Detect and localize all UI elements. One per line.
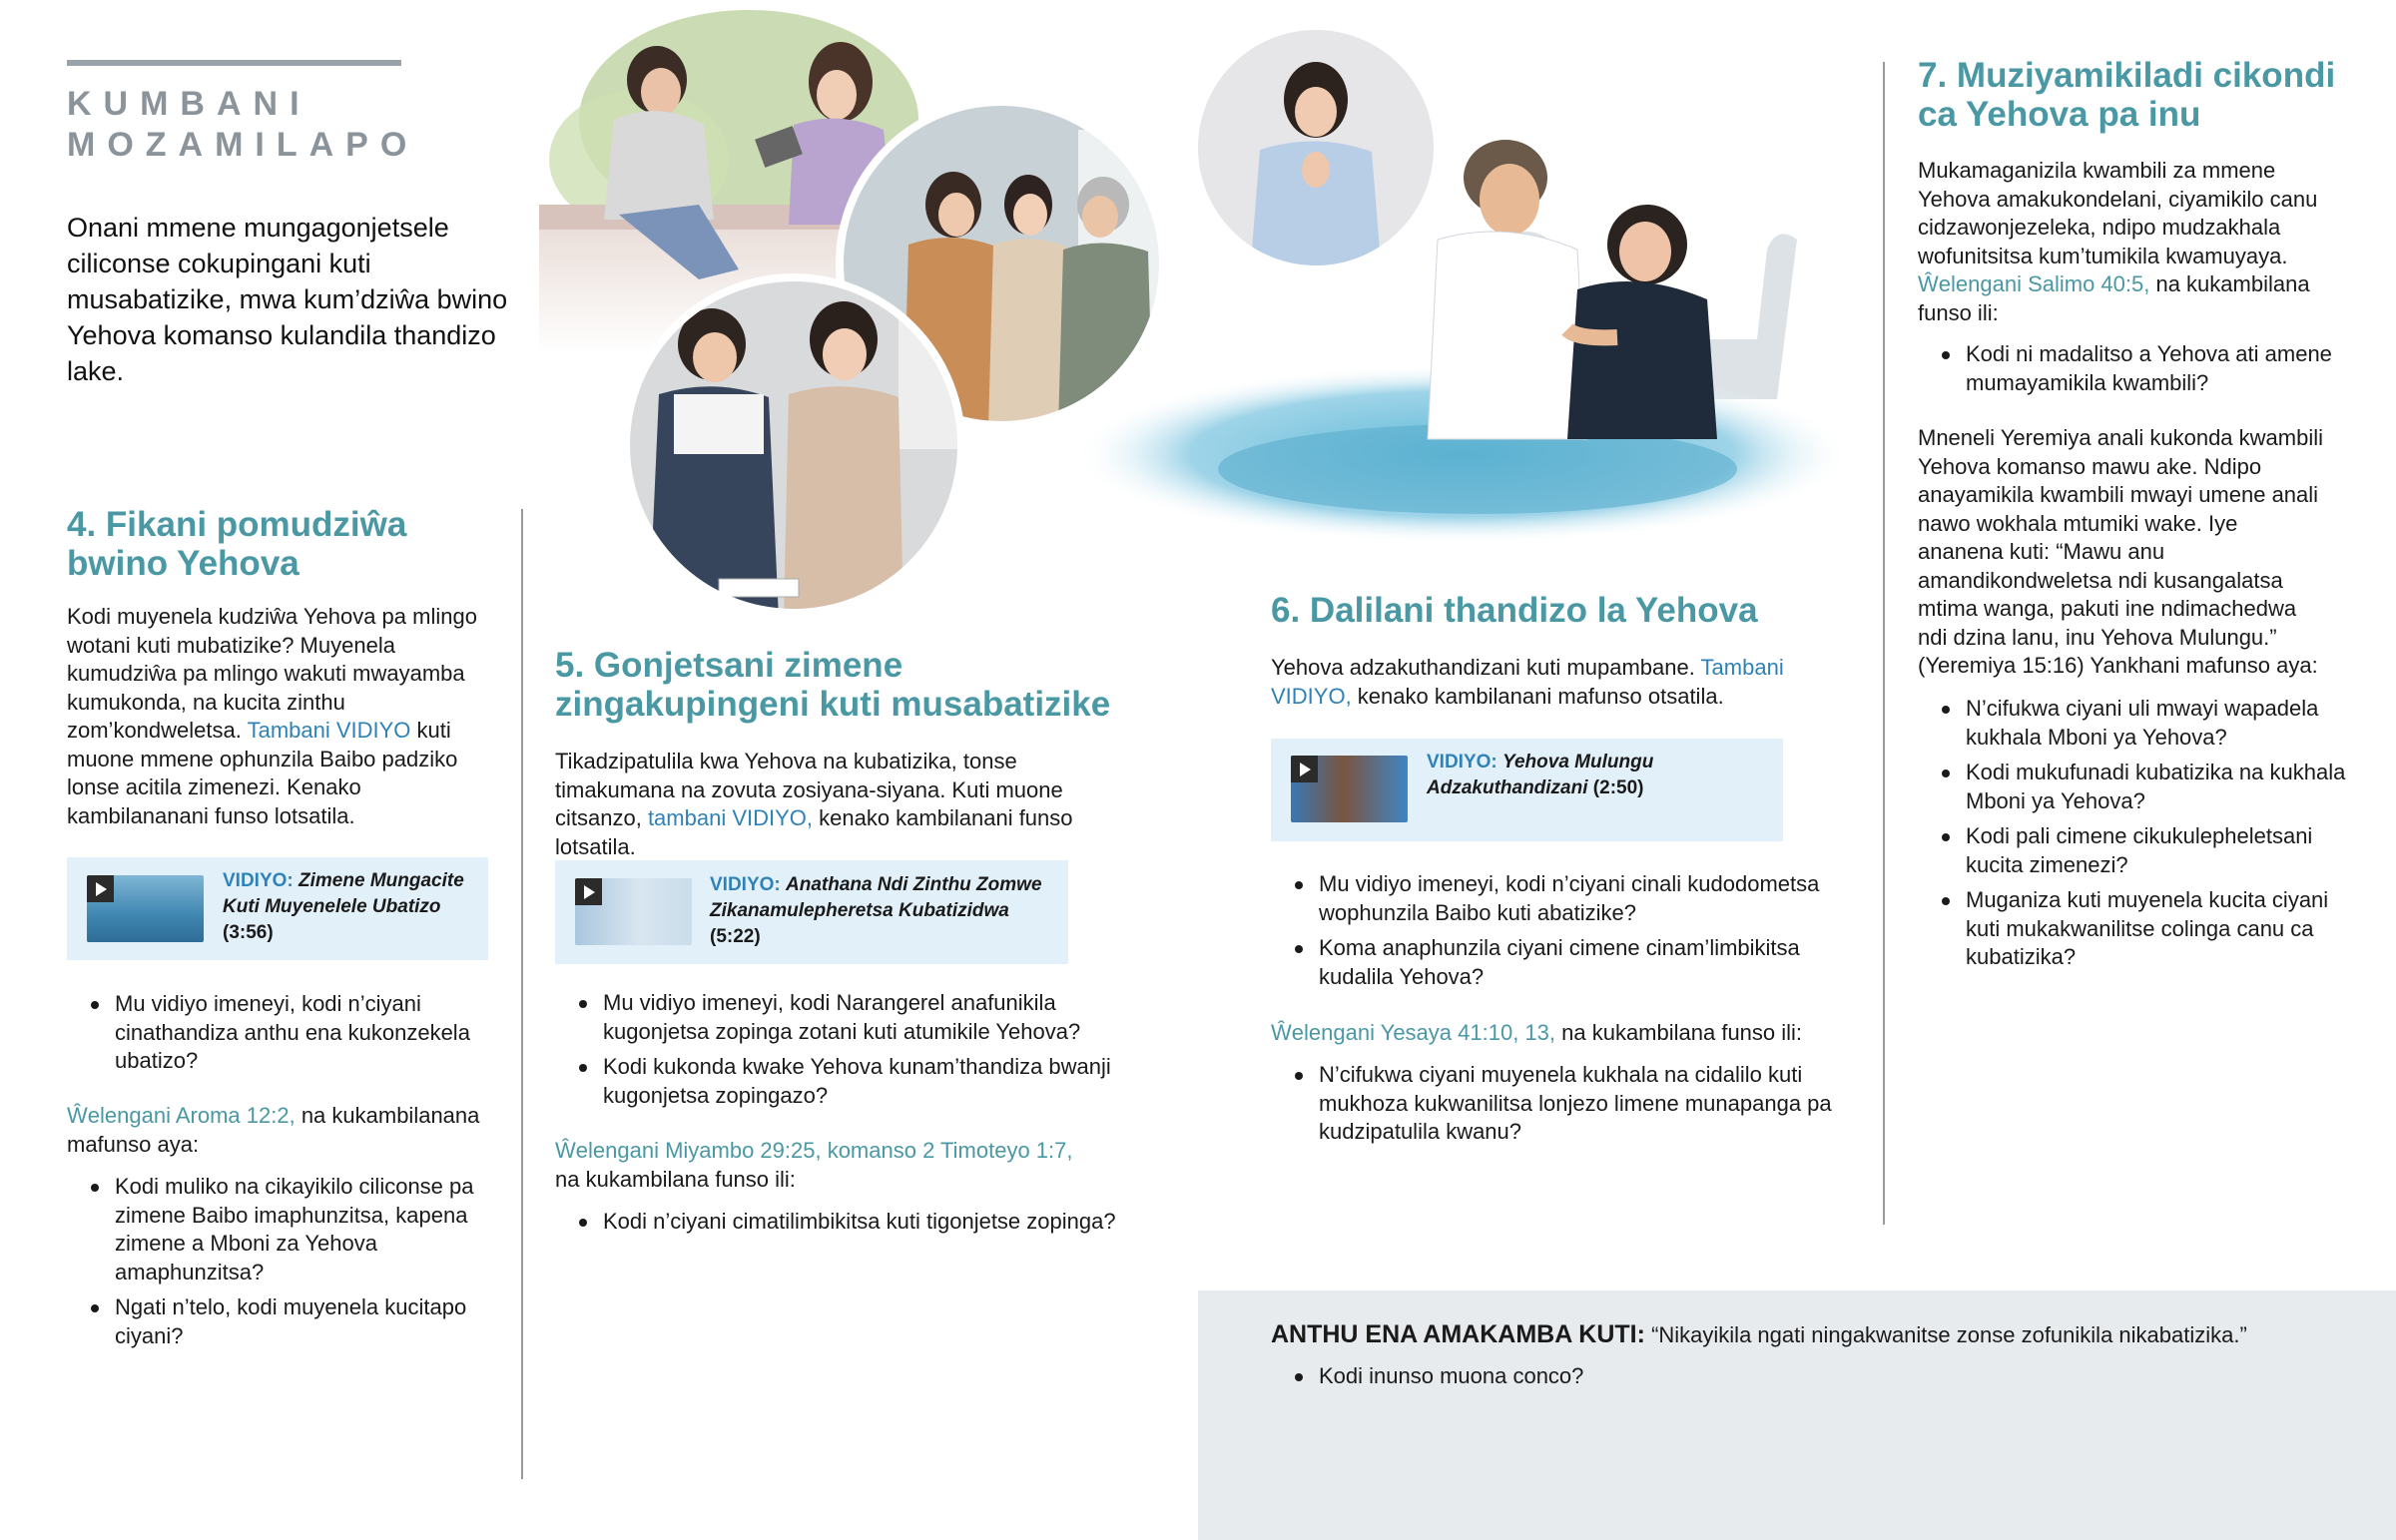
some-say-box	[1271, 1315, 2349, 1354]
column-divider-1	[521, 509, 523, 1479]
video-card-6[interactable]	[1271, 739, 1783, 841]
scripture-link-5[interactable]: Ŵelengani Miyambo 29:25, komanso 2 Timoteyo 1:7,	[555, 1138, 1073, 1163]
video-card-5[interactable]	[555, 860, 1068, 964]
section-7-questions-1	[1918, 340, 2347, 404]
play-icon[interactable]	[1291, 756, 1318, 782]
intro-text: Onani mmene mungagonjetsele ciliconse cokupingani kuti musabatizike, mwa kum’dziŵa bwino Yehova komanso kulandila thandizo lake.	[67, 213, 508, 386]
section-5-reading: Ŵelengani Miyambo 29:25, komanso 2 Timoteyo 1:7, na kukambilana funso ili:	[555, 1138, 1073, 1192]
section-6-questions-2	[1271, 1061, 1860, 1154]
list-item: Kodi n’ciyani cimatilimbikitsa kuti tigonjetse zopinga?	[555, 1208, 1124, 1237]
kicker-line-1: KUMBANI	[67, 85, 311, 123]
kicker-line-2: MOZAMILAPO	[67, 126, 419, 164]
scripture-link-4[interactable]: Ŵelengani Aroma 12:2,	[67, 1103, 296, 1128]
video-thumbnail-4[interactable]	[87, 875, 204, 942]
list-item: N’cifukwa ciyani muyenela kukhala na cidalilo kuti mukhoza kukwanilitsa lonjezo limene munapanga pa kudzipatulila kwanu?	[1271, 1061, 1860, 1147]
list-item: Koma anaphunzila ciyani cimene cinam’limbikitsa kudalila Yehova?	[1271, 934, 1860, 991]
kicker-title	[67, 84, 418, 166]
header-rule	[67, 60, 401, 66]
section-6-reading: Ŵelengani Yesaya 41:10, 13, na kukambilana funso ili:	[1271, 1020, 1803, 1045]
scripture-link-7[interactable]: Ŵelengani Salimo 40:5,	[1918, 271, 2150, 296]
scripture-link-6[interactable]: Ŵelengani Yesaya 41:10, 13,	[1271, 1020, 1556, 1045]
list-item: Ngati n’telo, kodi muyenela kucitapo ciyani?	[67, 1293, 498, 1350]
some-say-questions	[1271, 1362, 1970, 1398]
list-item: Kodi pali cimene cikukulepheletsani kucita zimenezi?	[1918, 822, 2347, 879]
list-item: Kodi kukonda kwake Yehova kunam’thandiza bwanji kugonjetsa zopingazo?	[555, 1053, 1124, 1110]
video-caption-6: VIDIYO: Yehova Mulungu Adzakuthandizani (2:50)	[1427, 752, 1654, 798]
video-caption-4: VIDIYO: Zimene Mungacite Kuti Muyenelele Ubatizo (3:56)	[223, 870, 464, 943]
section-5-questions-2	[555, 1208, 1124, 1244]
section-7-questions-2	[1918, 695, 2347, 979]
list-item: Mu vidiyo imeneyi, kodi n’ciyani cinali kudodometsa wophunzila Baibo kuti abatizike?	[1271, 870, 1860, 927]
list-item: Mu vidiyo imeneyi, kodi n’ciyani cinathandiza anthu ena kukonzekela ubatizo?	[67, 990, 498, 1076]
section-6-title: 6. Dalilani thandizo la Yehova	[1271, 591, 1758, 630]
section-6-body: Yehova adzakuthandizani kuti mupambane. Tambani VIDIYO, kenako kambilanani mafunso otsatila.	[1271, 655, 1784, 709]
section-5-body: Tikadzipatulila kwa Yehova na kubatizika, tonse timakumana na zovuta zosiyana-siyana. Kuti muone citsanzo, tambani VIDIYO, kenako kambilanani funso lotsatila.	[555, 749, 1073, 859]
list-item: N’cifukwa ciyani uli mwayi wapadela kukhala Mboni ya Yehova?	[1918, 695, 2347, 752]
video-thumbnail-6[interactable]	[1291, 756, 1408, 822]
section-6-questions-1	[1271, 870, 1860, 998]
play-icon[interactable]	[575, 878, 602, 905]
section-7-body-1: Mukamaganizila kwambili za mmene Yehova amakukondelani, ciyamikilo canu cidzawonjezeleka, ndipo mudzakhala wofunitsitsa kum’tumikila kwamuyaya. Ŵelengani Salimo 40:5, na kukambilana funso ili:	[1918, 158, 2318, 325]
section-7-title: 7. Muziyamikiladi cikondi ca Yehova pa inu	[1918, 56, 2336, 134]
list-item: Kodi mukufunadi kubatizika na kukhala Mboni ya Yehova?	[1918, 759, 2347, 815]
section-4-body: Kodi muyenela kudziŵa Yehova pa mlingo wotani kuti mubatizike? Muyenela kumudziŵa pa mlingo wakuti mwayamba kumukonda, na kucita zinthu zom’kondweletsa. Tambani VIDIYO kuti muone mmene ophunzila Baibo padziko lonse acitila zimenezi. Kenako kambilananani funso lotsatila.	[67, 604, 477, 828]
section-5-questions-1	[555, 989, 1124, 1117]
play-icon[interactable]	[87, 875, 114, 902]
section-7-body-2: Mneneli Yeremiya anali kukonda kwambili Yehova komanso mawu ake. Ndipo anayamikila kwambili mwayi umene anali nawo wokhala mtumiki wake. Iye ananena kuti: “Mawu anu amandikondweletsa ndi kusangalatsa mtima wanga, pakuti ine ndimachedwa ndi dzina lanu, inu Yehova Mulungu.” (Yeremiya 15:16) Yankhani mafunso aya:	[1918, 425, 2324, 678]
list-item: Kodi inunso muona conco?	[1271, 1362, 1970, 1391]
section-4-questions-2	[67, 1173, 498, 1357]
some-say-statement: ANTHU ENA AMAKAMBA KUTI: “Nikayikila ngati ningakwanitse zonse zofunikila nikabatizika.”	[1271, 1320, 2247, 1348]
video-card-4[interactable]	[67, 857, 488, 960]
watch-video-link-5[interactable]: tambani VIDIYO,	[647, 805, 814, 830]
list-item: Muganiza kuti muyenela kucita ciyani kuti mukakwanilitse colinga canu ca kubatizika?	[1918, 886, 2347, 972]
section-4-reading: Ŵelengani Aroma 12:2, na kukambilanana mafunso aya:	[67, 1103, 480, 1157]
list-item: Kodi ni madalitso a Yehova ati amene mumayamikila kwambili?	[1918, 340, 2347, 397]
section-5-title: 5. Gonjetsani zimene zingakupingeni kuti musabatizike	[555, 646, 1111, 724]
video-caption-5: VIDIYO: Anathana Ndi Zinthu Zomwe Zikanamulepheretsa Kubatizidwa (5:22)	[710, 874, 1042, 947]
list-item: Kodi muliko na cikayikilo ciliconse pa zimene Baibo imaphunzitsa, kapena zimene a Mboni za Yehova amaphunzitsa?	[67, 1173, 498, 1286]
watch-video-link-6[interactable]: Tambani VIDIYO,	[1271, 655, 1784, 709]
watch-video-link-4[interactable]: Tambani VIDIYO	[247, 718, 411, 743]
section-4-questions-1	[67, 990, 498, 1083]
section-4-title: 4. Fikani pomudziŵa bwino Yehova	[67, 505, 407, 583]
video-thumbnail-5[interactable]	[575, 878, 692, 945]
list-item: Mu vidiyo imeneyi, kodi Narangerel anafunikila kugonjetsa zopinga zotani kuti atumikile Yehova?	[555, 989, 1124, 1046]
baptism-scene	[1073, 140, 1852, 544]
column-divider-2	[1883, 62, 1885, 1225]
